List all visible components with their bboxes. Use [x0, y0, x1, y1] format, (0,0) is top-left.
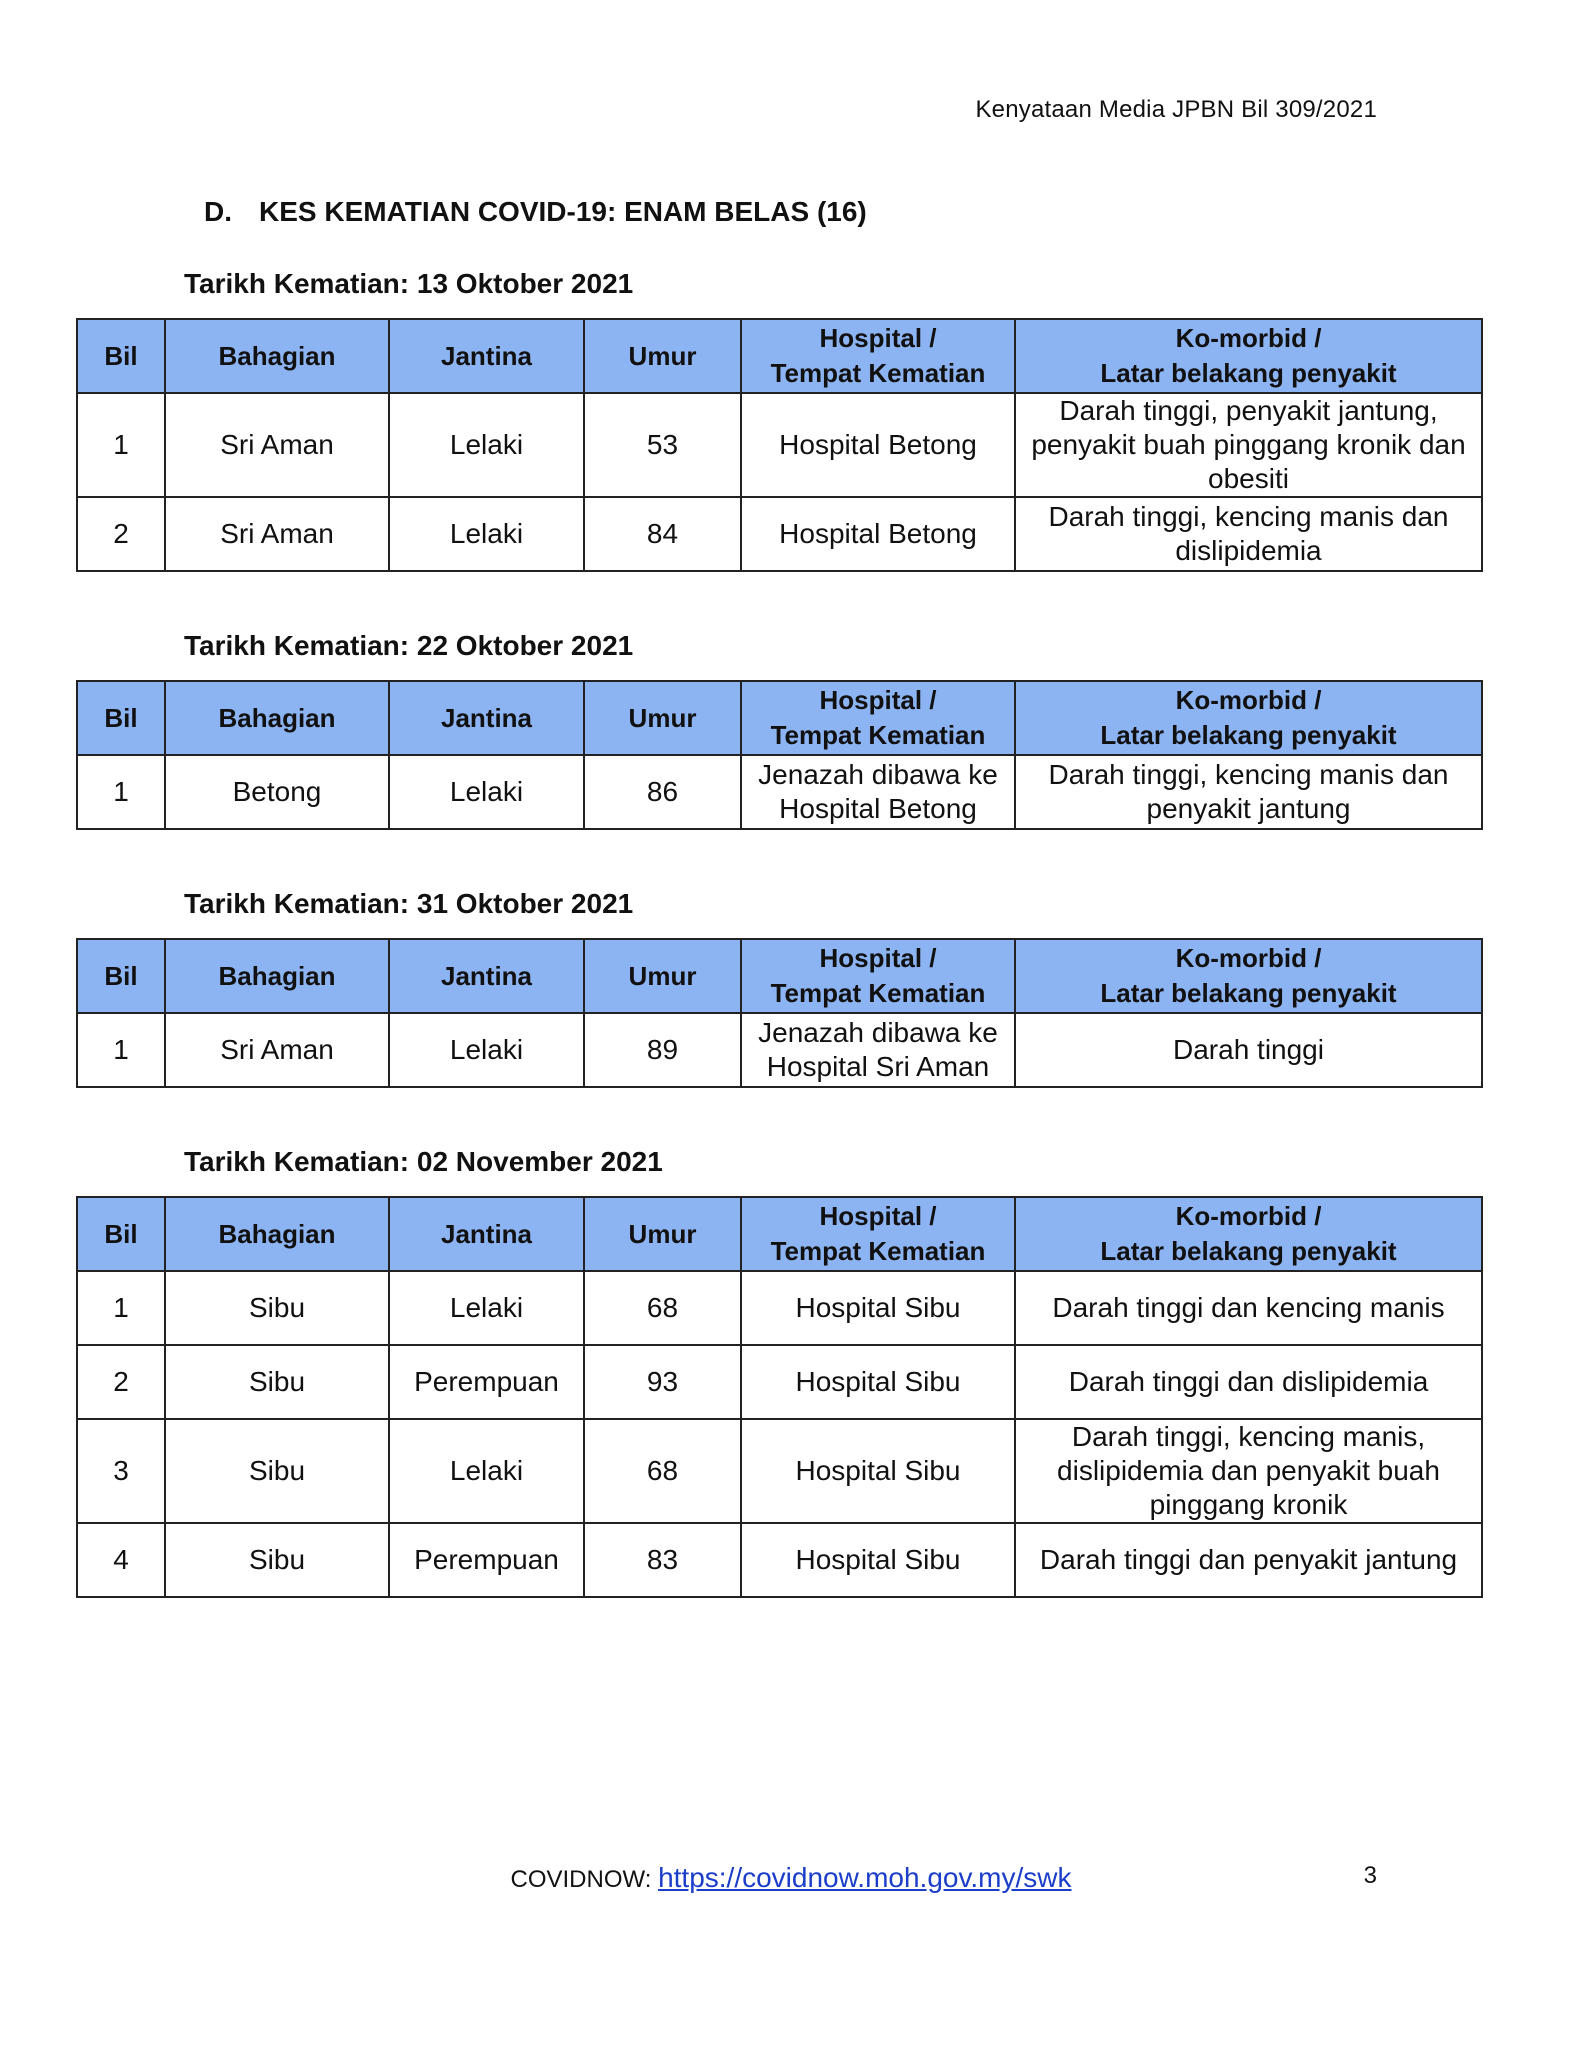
cell-bil: 1	[77, 1271, 165, 1345]
col-header-bil: Bil	[77, 319, 165, 393]
col-header-hospital-line2: Tempat Kematian	[770, 1236, 986, 1266]
cell-hospital: Jenazah dibawa ke Hospital Sri Aman	[741, 1013, 1015, 1087]
cell-umur: 68	[584, 1271, 741, 1345]
covidnow-link[interactable]: https://covidnow.moh.gov.my/swk	[658, 1862, 1072, 1893]
deaths-table-block	[76, 884, 1483, 1088]
page-footer	[0, 1862, 1582, 1894]
col-header-komorbid	[1015, 319, 1482, 393]
deaths-table	[76, 680, 1483, 830]
deaths-table-block	[76, 264, 1483, 572]
cell-hospital: Hospital Sibu	[741, 1419, 1015, 1523]
table-header-row	[77, 319, 1482, 393]
cell-jantina: Lelaki	[389, 1013, 584, 1087]
col-header-hospital-line1: Hospital /	[819, 323, 937, 353]
cell-bahagian: Sibu	[165, 1523, 389, 1597]
death-date-label: Tarikh Kematian: 13 Oktober 2021	[184, 268, 634, 299]
deaths-table-block	[76, 626, 1483, 830]
cell-umur: 53	[584, 393, 741, 497]
cell-jantina: Lelaki	[389, 755, 584, 829]
col-header-hospital-line2: Tempat Kematian	[770, 358, 986, 388]
cell-bahagian: Sri Aman	[165, 1013, 389, 1087]
cell-jantina: Lelaki	[389, 1271, 584, 1345]
cell-hospital: Hospital Sibu	[741, 1523, 1015, 1597]
col-header-komorbid-line2: Latar belakang penyakit	[1100, 1236, 1397, 1266]
cell-bahagian: Sibu	[165, 1345, 389, 1419]
cell-bahagian: Sibu	[165, 1271, 389, 1345]
cell-bil: 1	[77, 755, 165, 829]
cell-bahagian: Betong	[165, 755, 389, 829]
col-header-komorbid	[1015, 681, 1482, 755]
cell-bil: 1	[77, 1013, 165, 1087]
col-header-bil: Bil	[77, 1197, 165, 1271]
col-header-komorbid-line2: Latar belakang penyakit	[1100, 978, 1397, 1008]
cell-jantina: Lelaki	[389, 393, 584, 497]
cell-bahagian: Sri Aman	[165, 497, 389, 571]
cell-komorbid: Darah tinggi	[1015, 1013, 1482, 1087]
death-date-label: Tarikh Kematian: 22 Oktober 2021	[184, 630, 634, 661]
col-header-hospital-line2: Tempat Kematian	[770, 978, 986, 1008]
cell-komorbid: Darah tinggi, penyakit jantung, penyakit buah pinggang kronik dan obesiti	[1015, 393, 1482, 497]
col-header-umur: Umur	[584, 939, 741, 1013]
cell-bahagian: Sibu	[165, 1419, 389, 1523]
table-row	[77, 755, 1482, 829]
cell-umur: 86	[584, 755, 741, 829]
col-header-bahagian: Bahagian	[165, 939, 389, 1013]
deaths-table	[76, 1196, 1483, 1598]
col-header-hospital-line1: Hospital /	[819, 685, 937, 715]
cell-bil: 4	[77, 1523, 165, 1597]
section-letter: D.	[204, 196, 232, 227]
col-header-bil: Bil	[77, 939, 165, 1013]
col-header-komorbid-line1: Ko-morbid /	[1175, 1201, 1322, 1231]
footer-prefix: COVIDNOW:	[510, 1866, 659, 1893]
col-header-komorbid-line2: Latar belakang penyakit	[1100, 358, 1397, 388]
cell-komorbid: Darah tinggi, kencing manis dan dislipidemia	[1015, 497, 1482, 571]
col-header-jantina: Jantina	[389, 1197, 584, 1271]
table-row	[77, 497, 1482, 571]
table-row	[77, 1419, 1482, 1523]
table-header-row	[77, 681, 1482, 755]
col-header-jantina: Jantina	[389, 319, 584, 393]
deaths-table	[76, 938, 1483, 1088]
death-date-label: Tarikh Kematian: 31 Oktober 2021	[184, 888, 634, 919]
table-row	[77, 1345, 1482, 1419]
col-header-bahagian: Bahagian	[165, 319, 389, 393]
col-header-bahagian: Bahagian	[165, 681, 389, 755]
cell-komorbid: Darah tinggi dan dislipidemia	[1015, 1345, 1482, 1419]
col-header-umur: Umur	[584, 319, 741, 393]
deaths-table	[76, 318, 1483, 572]
cell-bil: 3	[77, 1419, 165, 1523]
col-header-hospital-line2: Tempat Kematian	[770, 720, 986, 750]
col-header-komorbid-line1: Ko-morbid /	[1175, 943, 1322, 973]
section-title	[204, 196, 867, 228]
table-row	[77, 1523, 1482, 1597]
cell-jantina: Perempuan	[389, 1345, 584, 1419]
table-row	[77, 1013, 1482, 1087]
col-header-jantina: Jantina	[389, 681, 584, 755]
section-title-text: KES KEMATIAN COVID-19: ENAM BELAS (16)	[259, 196, 867, 227]
col-header-hospital	[741, 681, 1015, 755]
table-header-row	[77, 1197, 1482, 1271]
col-header-hospital-line1: Hospital /	[819, 943, 937, 973]
cell-bil: 2	[77, 497, 165, 571]
table-row	[77, 1271, 1482, 1345]
col-header-jantina: Jantina	[389, 939, 584, 1013]
cell-jantina: Lelaki	[389, 1419, 584, 1523]
col-header-hospital	[741, 1197, 1015, 1271]
cell-jantina: Lelaki	[389, 497, 584, 571]
col-header-hospital	[741, 939, 1015, 1013]
cell-hospital: Hospital Sibu	[741, 1345, 1015, 1419]
cell-umur: 83	[584, 1523, 741, 1597]
col-header-komorbid-line1: Ko-morbid /	[1175, 685, 1322, 715]
cell-komorbid: Darah tinggi, kencing manis, dislipidemia dan penyakit buah pinggang kronik	[1015, 1419, 1482, 1523]
col-header-bahagian: Bahagian	[165, 1197, 389, 1271]
cell-hospital: Hospital Betong	[741, 497, 1015, 571]
table-header-row	[77, 939, 1482, 1013]
col-header-komorbid	[1015, 1197, 1482, 1271]
cell-komorbid: Darah tinggi, kencing manis dan penyakit jantung	[1015, 755, 1482, 829]
cell-hospital: Jenazah dibawa ke Hospital Betong	[741, 755, 1015, 829]
document-reference: Kenyataan Media JPBN Bil 309/2021	[975, 96, 1377, 123]
col-header-umur: Umur	[584, 681, 741, 755]
cell-bil: 2	[77, 1345, 165, 1419]
col-header-bil: Bil	[77, 681, 165, 755]
cell-bahagian: Sri Aman	[165, 393, 389, 497]
col-header-komorbid-line2: Latar belakang penyakit	[1100, 720, 1397, 750]
cell-umur: 93	[584, 1345, 741, 1419]
death-date-label: Tarikh Kematian: 02 November 2021	[184, 1146, 663, 1177]
cell-hospital: Hospital Betong	[741, 393, 1015, 497]
cell-hospital: Hospital Sibu	[741, 1271, 1015, 1345]
cell-jantina: Perempuan	[389, 1523, 584, 1597]
cell-umur: 89	[584, 1013, 741, 1087]
col-header-komorbid-line1: Ko-morbid /	[1175, 323, 1322, 353]
deaths-table-block	[76, 1142, 1483, 1598]
cell-komorbid: Darah tinggi dan kencing manis	[1015, 1271, 1482, 1345]
col-header-hospital-line1: Hospital /	[819, 1201, 937, 1231]
cell-bil: 1	[77, 393, 165, 497]
cell-umur: 68	[584, 1419, 741, 1523]
col-header-hospital	[741, 319, 1015, 393]
col-header-umur: Umur	[584, 1197, 741, 1271]
cell-komorbid: Darah tinggi dan penyakit jantung	[1015, 1523, 1482, 1597]
cell-umur: 84	[584, 497, 741, 571]
table-row	[77, 393, 1482, 497]
page-number: 3	[1363, 1862, 1377, 1889]
col-header-komorbid	[1015, 939, 1482, 1013]
